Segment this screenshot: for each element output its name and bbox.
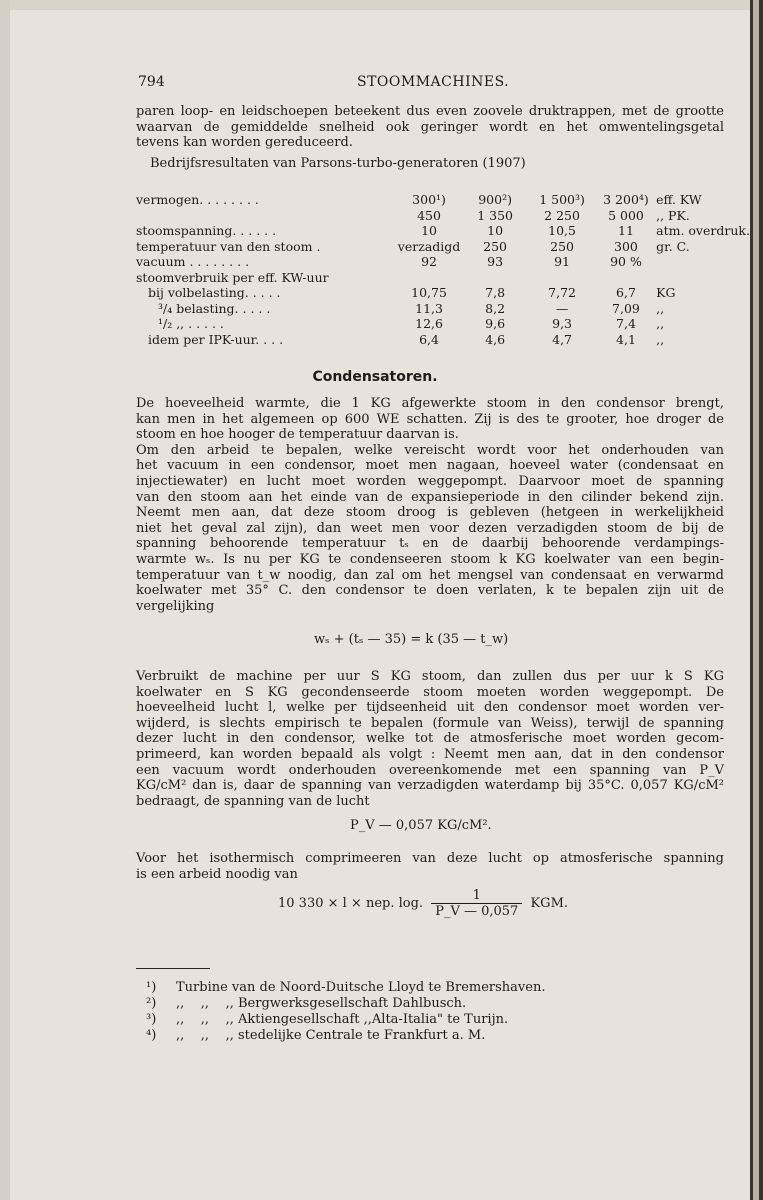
body-paragraph-1 (136, 396, 724, 614)
footnote-text: Turbine van de Noord-Duitsche Lloyd te Bremershaven. (176, 980, 546, 995)
table-cell-v3: 2 250 (544, 207, 580, 223)
table-cell-v2: 250 (483, 238, 508, 254)
table-row (136, 208, 750, 224)
table-cell-v4 (596, 270, 656, 286)
table-cell-v1: 11,3 (415, 300, 443, 316)
text-line: spanning behoorende temperatuur tₛ en de daarbij behoorende verdampings- (136, 536, 724, 552)
table-cell-unit: atm. overdruk. (656, 223, 750, 238)
text-line: Voor het isothermisch comprimeeren van deze lucht op atmosferische spanning (136, 851, 724, 866)
footnote-text: ,, ,, ,, stedelijke Centrale te Frankfurt a. M. (176, 1028, 486, 1043)
text-line: wijderd, is slechts empirisch te bepalen (formule van Weiss), terwijl de spanning (136, 715, 724, 731)
table-cell-v4: 11 (618, 223, 634, 238)
table-cell-label (136, 208, 396, 224)
table-row (136, 239, 750, 255)
table-cell-v3: 10,5 (548, 223, 576, 238)
body-paragraph-2 (136, 669, 724, 809)
table-cell-label: vacuum . . . . . . . . (136, 254, 250, 269)
table-cell-label: ¹/₂ ,, . . . . . (158, 316, 224, 331)
footnote-rule (136, 968, 210, 969)
table-cell-v4: 90 % (610, 254, 642, 269)
table-cell-v1: 10,75 (411, 285, 447, 300)
table-cell-v3: 4,7 (552, 331, 573, 347)
table-cell-unit: ,, (656, 316, 665, 331)
text-line: van den stoom aan het einde van de expansieperiode in den cilinder bekend zijn. (136, 489, 724, 505)
table-row (136, 285, 750, 301)
text-line: KG/cM² dan is, daar de spanning van verzadigden waterdamp bij 35°C. 0,057 KG/cM² (136, 778, 724, 794)
table-cell-v2: 900²) (478, 192, 512, 207)
fraction-numerator: 1 (472, 888, 481, 903)
table-cell-v4: 5 000 (608, 207, 644, 223)
table-cell-unit: ,, PK. (656, 207, 690, 223)
table-caption: Bedrijfsresultaten van Parsons-turbo-generatoren (1907) (150, 156, 526, 171)
body-paragraph-3 (136, 851, 724, 882)
text-line: hoeveelheid lucht l, welke per tijdseenheid uit den condensor moet worden ver- (136, 700, 724, 716)
table-cell-v2: 93 (487, 254, 504, 269)
table-row (136, 332, 750, 348)
text-line: het vacuum in een condensor, moet men nagaan, hoeveel water (condensaat en (136, 458, 724, 474)
table-row (136, 223, 750, 239)
table-cell-v3: 91 (554, 254, 571, 269)
table-cell-v2 (462, 270, 528, 286)
table-cell-v4: 4,1 (616, 331, 636, 347)
equation-compression-work (278, 888, 568, 919)
table-cell-v4: 6,7 (616, 285, 636, 300)
footnote (146, 1028, 485, 1043)
table-cell-unit: ,, (656, 331, 665, 347)
text-line: stoom en hoe hooger de temperatuur daarvan is. (136, 427, 459, 443)
text-line: De hoeveelheid warmte, die 1 KG afgewerkte stoom in den condensor brengt, (136, 396, 724, 411)
footnote-text: ,, ,, ,, Bergwerksgesellschaft Dahlbusch. (176, 996, 467, 1011)
table-cell-label: vermogen. . . . . . . . (136, 192, 259, 207)
table-cell-v1: 300¹) (412, 192, 446, 207)
running-head: STOOMMACHINES. (357, 74, 510, 90)
text-line: is een arbeid noodig van (136, 866, 298, 882)
fraction (431, 888, 522, 919)
table-cell-v1: 92 (421, 254, 437, 269)
table-row (136, 316, 750, 332)
footnote-text: ,, ,, ,, Aktiengesellschaft ,,Alta-Italia" te Turijn. (176, 1012, 509, 1027)
text-line: waarvan de gemiddelde snelheid ook geringer wordt en het omwentelingsgetal (136, 119, 724, 135)
table-row (136, 192, 750, 208)
table-cell-v3: — (555, 300, 569, 316)
text-line: kan men in het algemeen op 600 WE schatten. Zij is des te grooter, hoe droger de (136, 411, 724, 427)
table-cell-label: stoomspanning. . . . . . (136, 223, 277, 238)
text-line: dezer lucht in den condensor, welke tot de atmosferische moet worden gecom- (136, 731, 724, 747)
table-cell-v4: 7,09 (612, 300, 640, 316)
table-cell-v2: 10 (487, 223, 504, 238)
footnote-mark: ⁴) (146, 1028, 157, 1043)
table-cell-v1: 6,4 (419, 331, 439, 347)
table-cell-v2: 9,6 (485, 316, 506, 331)
text-line: bedraagt, de spanning van de lucht (136, 793, 370, 809)
footnote-mark: ³) (146, 1012, 157, 1027)
fraction-denominator: P_V — 0,057 (431, 903, 522, 919)
text-line: temperatuur van t_w noodig, dan zal om het mengsel van condensaat en verwarmd (136, 567, 724, 583)
table-cell-v1: 12,6 (415, 316, 443, 331)
equation-unit: KGM. (530, 896, 569, 911)
text-line: paren loop- en leidschoepen beteekent dus even zoovele druktrappen, met de grootte (136, 104, 724, 119)
table-cell-v1 (396, 270, 462, 286)
footnote (146, 980, 545, 995)
table-row (136, 270, 750, 286)
table-cell-v3: 7,72 (548, 285, 576, 300)
table-cell-v2: 4,6 (485, 331, 506, 347)
text-line: koelwater en S KG gecondenseerde stoom moeten worden weggepompt. De (136, 684, 724, 700)
table-cell-unit: KG (656, 285, 676, 300)
text-line: primeerd, kan worden bepaald als volgt : Neemt men aan, dat in den condensor (136, 746, 724, 762)
table-cell-unit (656, 270, 750, 286)
table-row (136, 254, 750, 270)
table-cell-label: stoomverbruik per eff. KW-uur (136, 269, 329, 285)
page-top-edge (10, 0, 750, 10)
text-line: Om den arbeid te bepalen, welke vereischt wordt voor het onderhouden van (136, 442, 724, 458)
table-cell-v4: 300 (614, 238, 638, 254)
table-cell-v1: verzadigd (397, 238, 461, 254)
intro-paragraph (136, 104, 724, 151)
table-cell-v4: 3 200⁴) (603, 192, 649, 207)
table-cell-v3: 9,3 (552, 316, 573, 331)
text-line: koelwater met 35° C. den condensor te doen verlaten, k te bepalen zijn uit de (136, 583, 724, 599)
text-line: een vacuum wordt onderhouden overeenkomende met een spanning van P_V (136, 762, 724, 778)
book-spine-edge (750, 0, 763, 1200)
results-table (136, 192, 750, 347)
table-cell-unit (656, 254, 750, 270)
footnote-mark: ¹) (146, 980, 157, 995)
table-cell-label: idem per IPK-uur. . . . (148, 331, 284, 347)
equation-prefix: 10 330 × l × nep. log. (278, 896, 424, 911)
table-cell-v3: 1 500³) (539, 192, 585, 207)
footnote (146, 996, 466, 1011)
table-cell-v3: 250 (550, 238, 574, 254)
table-cell-v2: 8,2 (485, 300, 506, 316)
table-cell-unit: gr. C. (656, 238, 690, 254)
table-cell-label: bij volbelasting. . . . . (148, 285, 281, 300)
footnote-mark: ²) (146, 996, 157, 1011)
table-row (136, 301, 750, 317)
table-cell-v1: 450 (417, 207, 441, 223)
text-line: Neemt men aan, dat deze stoom droog is gebleven (hetgeen in werkelijkheid (136, 505, 724, 521)
footnote (146, 1012, 508, 1027)
table-cell-v4: 7,4 (616, 316, 636, 331)
table-cell-unit: ,, (656, 300, 665, 316)
text-line: niet het geval zal zijn), dan weet men voor dezen verzadigden stoom de bij de (136, 520, 724, 536)
text-line: Verbruikt de machine per uur S KG stoom, dan zullen dus per uur k S KG (136, 669, 724, 684)
equation-heat-balance: wₛ + (tₛ — 35) = k (35 — t_w) (314, 632, 509, 647)
table-cell-v2: 1 350 (477, 207, 513, 223)
equation-air-pressure: P_V — 0,057 KG/cM². (350, 818, 492, 833)
page-number: 794 (138, 74, 165, 90)
text-line: tevens kan worden gereduceerd. (136, 135, 353, 151)
text-line: injectiewater) en lucht moet worden weggepompt. Daarvoor moet de spanning (136, 473, 724, 489)
text-line: vergelijking (136, 598, 215, 614)
table-cell-unit: eff. KW (656, 192, 702, 207)
table-cell-label: ³/₄ belasting. . . . . (158, 300, 271, 316)
page-gutter (0, 0, 10, 1200)
section-heading: Condensatoren. (312, 369, 438, 385)
table-cell-v2: 7,8 (485, 285, 506, 300)
table-cell-label: temperatuur van den stoom . (136, 238, 321, 254)
table-cell-v1: 10 (421, 223, 437, 238)
table-cell-v3 (528, 270, 595, 286)
text-line: warmte wₛ. Is nu per KG te condenseeren stoom k KG koelwater van een begin- (136, 551, 724, 567)
